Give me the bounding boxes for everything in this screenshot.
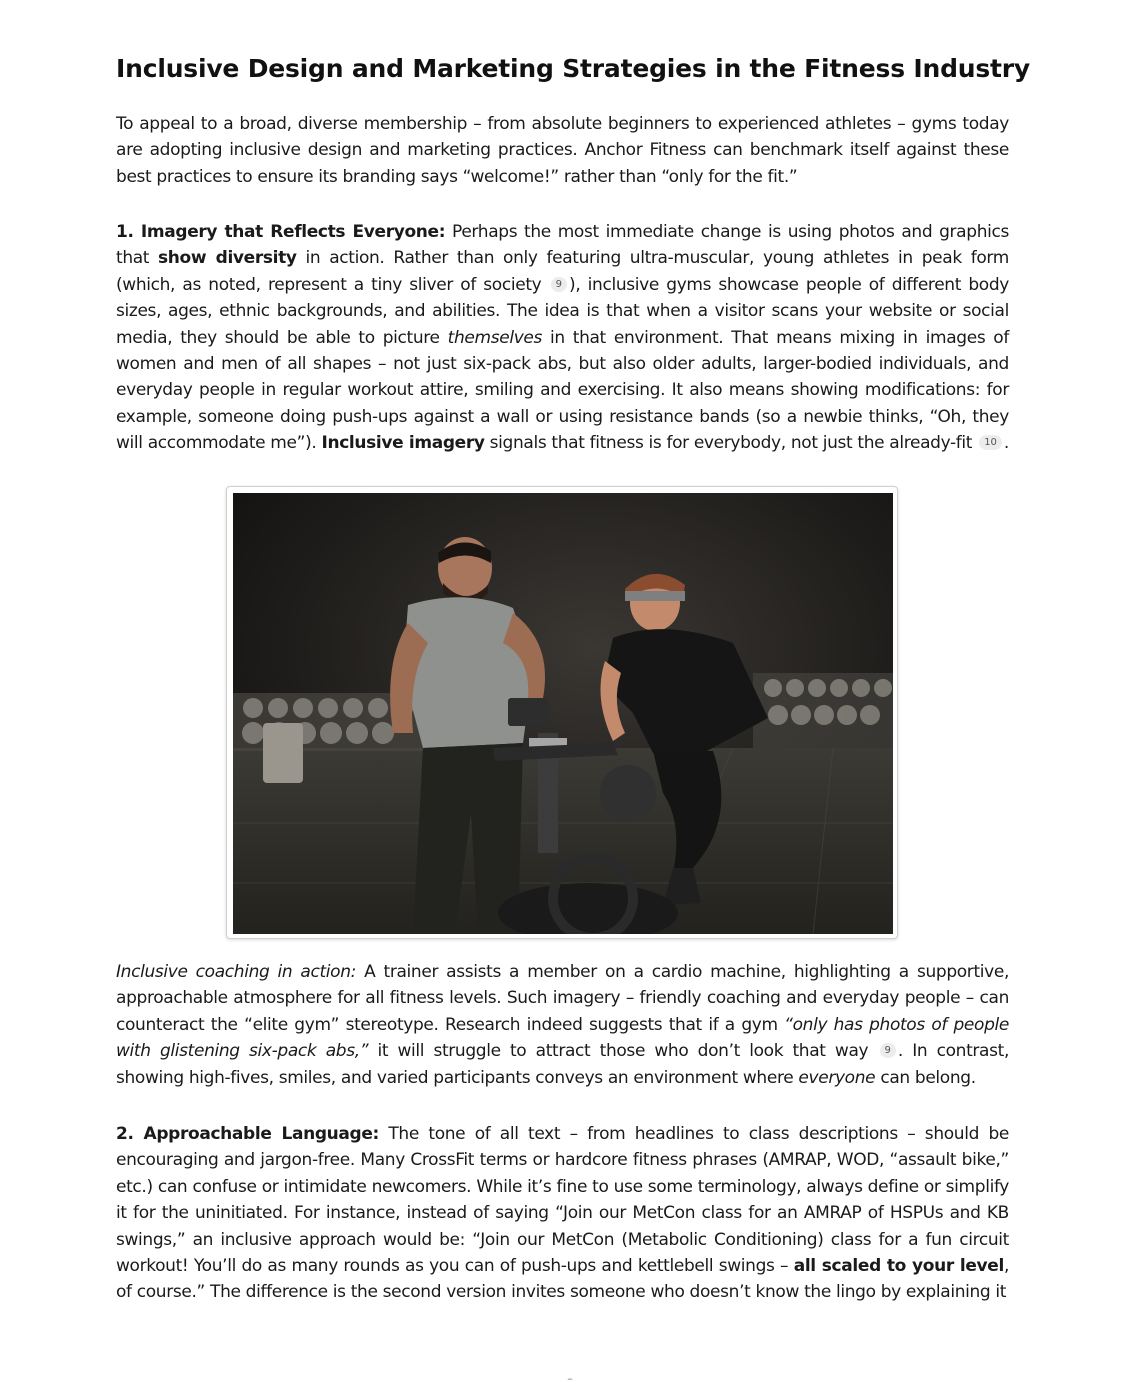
text-run: , of course.” The difference is the second version invites someone who doesn’t know the lingo by explaining it	[116, 1256, 1009, 1303]
text-run: . In contrast, showing high-fives, smiles, and varied participants conveys an environment where	[116, 1041, 1009, 1088]
citation-badge[interactable]: 9	[880, 1043, 896, 1058]
gym-photo	[233, 493, 893, 934]
text-run: signals that fitness is for everybody, not just the already-fit	[484, 433, 978, 454]
text-run: can belong.	[875, 1067, 976, 1088]
bold-phrase: show diversity	[158, 248, 297, 269]
italic-quote: “only has photos of people with glistening six-pack abs,”	[116, 1014, 1009, 1062]
italic-phrase: everyone	[798, 1067, 876, 1088]
text-run: Perhaps the most immediate change is using photos and graphics that	[116, 222, 1009, 269]
section-language-paragraph	[116, 1121, 1009, 1306]
bold-phrase: all scaled to your level	[793, 1256, 1004, 1277]
text-run: it will struggle to attract those who don’t look that way	[368, 1041, 878, 1062]
trainer-coaching-image	[233, 493, 893, 934]
citation-badge[interactable]: 10	[979, 435, 1002, 450]
text-run: in action. Rather than only featuring ultra-muscular, young athletes in peak form (which, as noted, represent a tiny sliver of society	[116, 248, 1009, 295]
figure-frame	[226, 486, 898, 939]
section-imagery-heading: 1. Imagery that Reflects Everyone:	[116, 222, 446, 242]
page-number: –	[567, 1372, 573, 1385]
text-run: ), inclusive gyms showcase people of different body sizes, ages, ethnic backgrounds, and abilities. The idea is that when a visitor scans your website or social media, they should be able to picture	[116, 274, 1009, 348]
section-language-heading: 2. Approachable Language:	[116, 1124, 379, 1144]
figure-caption-paragraph	[116, 959, 1009, 1091]
text-run: A trainer assists a member on a cardio machine, highlighting a supportive, approachable atmosphere for all fitness levels. Such imagery – friendly coaching and everyday people – can counteract the “elite gym” stereotype. Research indeed suggests that if a gym	[116, 962, 1010, 1035]
bold-phrase: Inclusive imagery	[321, 433, 485, 454]
text-run: in that environment. That means mixing in images of women and men of all shapes – not just six-pack abs, but also older adults, larger-bodied individuals, and everyday people in regular workout attire, smiling and exercising. It also means showing modifications: for example, someone doing push-ups against a wall or using resistance bands (so a newbie thinks, “Oh, they will accommodate me”).	[116, 327, 1009, 454]
page-title: Inclusive Design and Marketing Strategies in the Fitness Industry	[116, 54, 1031, 83]
italic-phrase: themselves	[447, 327, 543, 348]
citation-badge[interactable]: 9	[551, 277, 567, 292]
text-run: The tone of all text – from headlines to class descriptions – should be encouraging and jargon-free. Many CrossFit terms or hardcore fitness phrases (AMRAP, WOD, “assault bike,” etc.) can confuse or intimidate newcomers. While it’s fine to use some terminology, always define or simplify it for the uninitiated. For instance, instead of saying “Join our MetCon class for an AMRAP of HSPUs and KB swings,” an inclusive approach would be: “Join our MetCon (Metabolic Conditioning) class for a fun circuit workout! You’ll do as many rounds as you can of push-ups and kettlebell swings –	[116, 1124, 1009, 1277]
section-imagery-paragraph	[116, 219, 1009, 457]
text-run: .	[1003, 433, 1009, 454]
caption-lead: Inclusive coaching in action:	[116, 962, 357, 982]
intro-paragraph: To appeal to a broad, diverse membership – from absolute beginners to experienced athletes – gyms today are adopting inclusive design and marketing practices. Anchor Fitness can benchmark itself against these best practices to ensure its branding says “welcome!” rather than “only for the fit.”	[116, 114, 1009, 187]
